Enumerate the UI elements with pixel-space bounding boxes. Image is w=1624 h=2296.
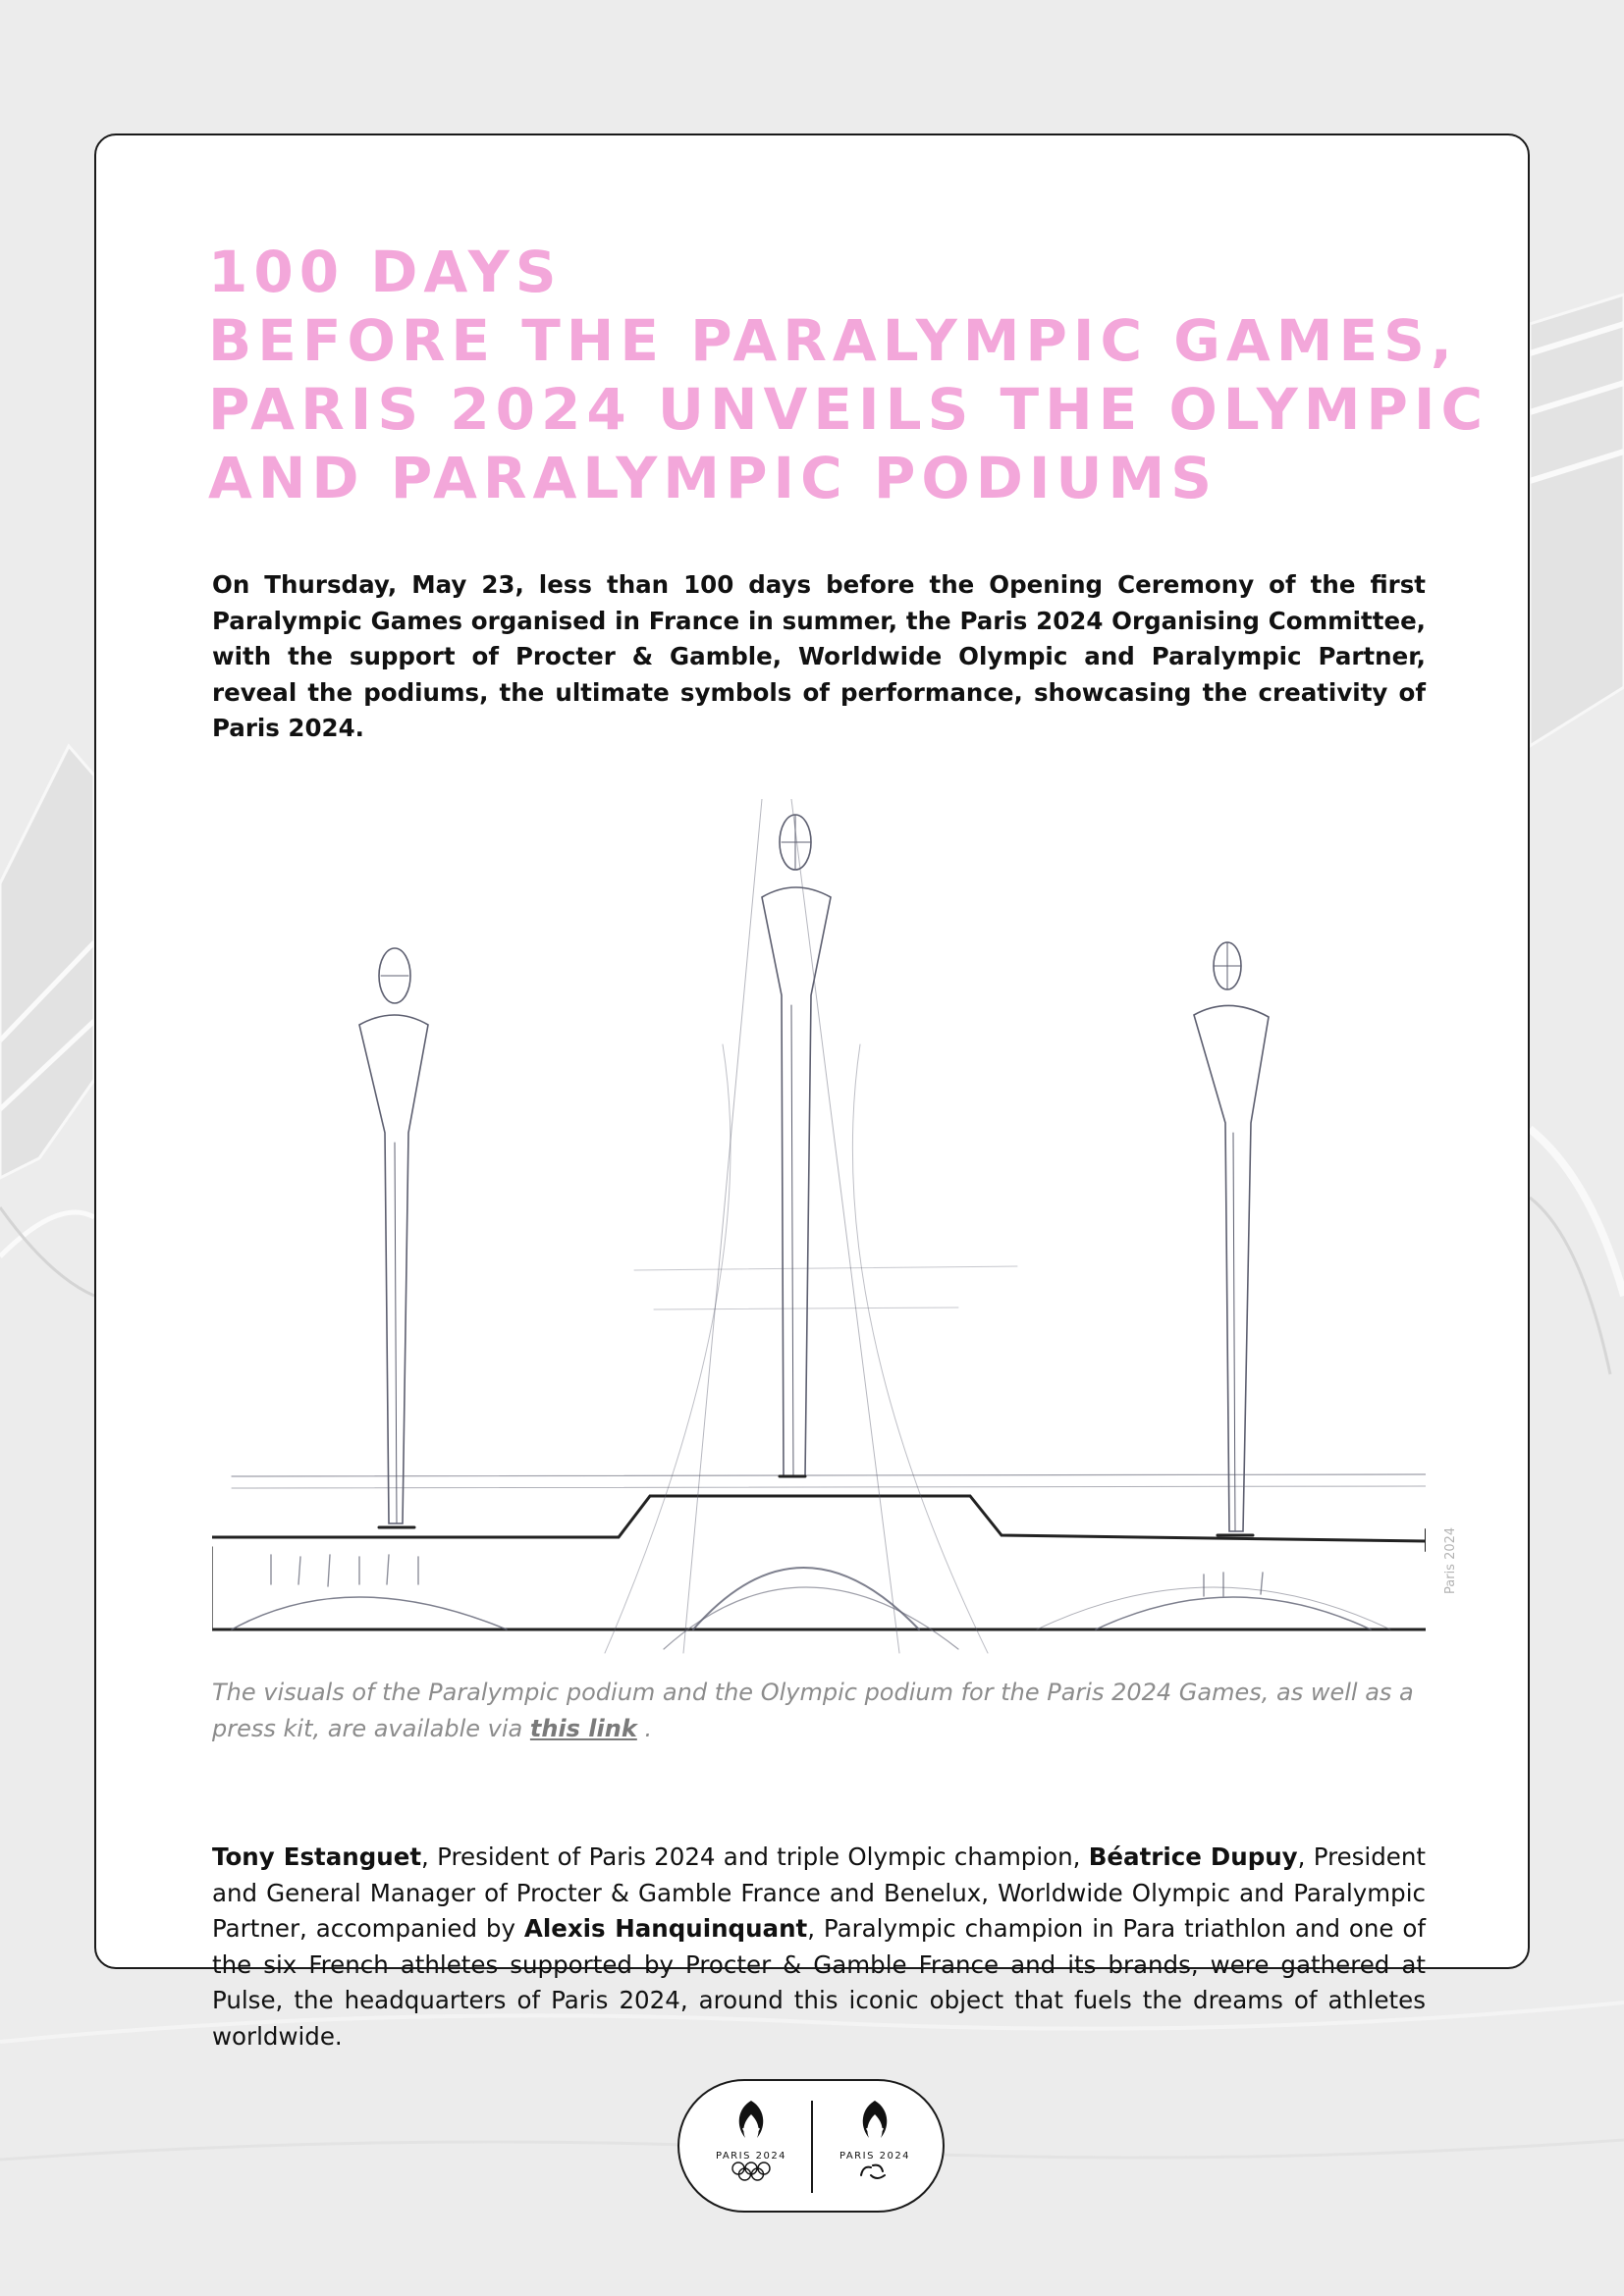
person-name: Tony Estanguet	[212, 1842, 422, 1871]
agitos-icon	[853, 2162, 896, 2181]
press-kit-link[interactable]: this link	[529, 1714, 637, 1742]
image-caption	[212, 1675, 1430, 1746]
olympic-logo-text: PARIS 2024	[715, 2151, 787, 2162]
podium-sketch-image	[212, 799, 1426, 1661]
image-credit: Paris 2024	[1443, 1526, 1458, 1594]
olympic-logo	[697, 2099, 805, 2197]
flame-icon	[730, 2099, 773, 2144]
title-line: PARIS 2024 UNVEILS THE OLYMPIC	[208, 376, 1489, 443]
title-line: BEFORE THE PARALYMPIC GAMES,	[208, 307, 1458, 374]
title-line: AND PARALYMPIC PODIUMS	[208, 445, 1218, 511]
body-text: , Paralympic champion in Para triathlon and one of the six French athletes supported by Procter & Gamble France and its brands, were gathered at Pulse, the headquarters of Paris 2024, around this iconic object that fuels the dreams of athletes worldwide.	[212, 1914, 1426, 2051]
caption-text: The visuals of the Paralympic podium and the Olympic podium for the Paris 2024 Games, as well as a press kit, are available via	[212, 1679, 1414, 1742]
body-text: , President and General Manager of Procter & Gamble France and Benelux, Worldwide Olympic and Paralympic Partner, accompanied by	[212, 1842, 1427, 1943]
paralympic-logo-text: PARIS 2024	[839, 2151, 911, 2162]
caption-end: .	[636, 1714, 653, 1742]
olympic-rings-icon	[730, 2162, 773, 2181]
page-title	[208, 238, 1489, 512]
intro-paragraph: On Thursday, May 23, less than 100 days before the Opening Ceremony of the first Paralympic Games organised in France in summer, the Paris 2024 Organising Committee, with the support of Procter & Gamble, Worldwide Olympic and Paralympic Partner, reveal the podiums, the ultimate symbols of performance, showcasing the creativity of Paris 2024.	[212, 570, 1426, 742]
content-card	[94, 133, 1530, 2051]
paris-2024-logos	[677, 2079, 945, 2213]
body-paragraph	[212, 1840, 1426, 2055]
logo-divider	[811, 2101, 813, 2193]
title-line: 100 DAYS	[208, 239, 563, 305]
body-text: , President of Paris 2024 and triple Olympic champion,	[421, 1842, 1089, 1871]
paralympic-logo	[821, 2099, 929, 2197]
person-name: Béatrice Dupuy	[1088, 1842, 1298, 1871]
person-name: Alexis Hanquinquant	[523, 1914, 808, 1943]
flame-icon	[853, 2099, 896, 2144]
